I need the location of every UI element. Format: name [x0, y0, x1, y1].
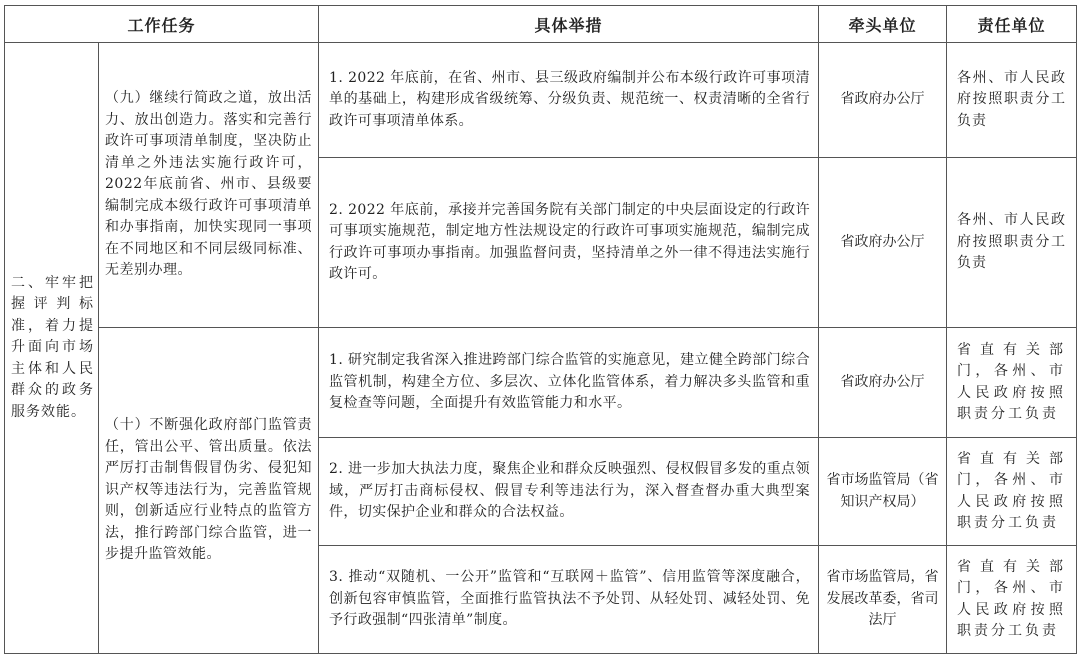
table-row — [5, 43, 1077, 158]
responsible-unit-cell: 省直有关部门，各州、市人民政府按照职责分工负责 — [947, 438, 1077, 546]
header-lead-unit: 牵头单位 — [819, 6, 947, 43]
header-task: 工作任务 — [5, 6, 319, 43]
category-cell: 二、牢牢把握评判标准，着力提升面向市场主体和人民群众的政务服务效能。 — [5, 43, 99, 654]
table-row — [5, 328, 1077, 438]
measure-cell: 1. 2022 年底前，在省、州市、县三级政府编制并公布本级行政许可事项清单的基础上，构建形成省级统筹、分级负责、规范统一、权责清晰的全省行政许可事项清单体系。 — [319, 43, 819, 158]
policy-table — [4, 5, 1077, 654]
table-header-row — [5, 6, 1077, 43]
header-responsible-unit: 责任单位 — [947, 6, 1077, 43]
measure-cell: 3. 推动“双随机、一公开”监管和“互联网＋监管”、信用监管等深度融合，创新包容审慎监管，全面推行监管执法不予处罚、从轻处罚、减轻处罚、免予行政强制“四张清单”制度。 — [319, 546, 819, 654]
responsible-unit-cell: 各州、市人民政府按照职责分工负责 — [947, 43, 1077, 158]
task-cell-9: （九）继续行简政之道，放出活力、放出创造力。落实和完善行政许可事项清单制度，坚决防止清单之外违法实施行政许可，2022年底前省、州市、县级要编制完成本级行政许可事项清单和办事指南，加快实现同一事项在不同地区和不同层级同标准、无差别办理。 — [99, 43, 319, 328]
lead-unit-cell: 省市场监管局，省发展改革委，省司法厅 — [819, 546, 947, 654]
responsible-unit-cell: 各州、市人民政府按照职责分工负责 — [947, 158, 1077, 328]
header-measure: 具体举措 — [319, 6, 819, 43]
measure-cell: 2. 2022 年底前，承接并完善国务院有关部门制定的中央层面设定的行政许可事项实施规范，制定地方性法规设定的行政许可事项实施规范，编制完成行政许可事项办事指南。加强监督问责，坚持清单之外一律不得违法实施行政许可。 — [319, 158, 819, 328]
lead-unit-cell: 省市场监管局（省知识产权局） — [819, 438, 947, 546]
measure-cell: 2. 进一步加大执法力度，聚焦企业和群众反映强烈、侵权假冒多发的重点领域，严厉打击商标侵权、假冒专利等违法行为，深入督查督办重大典型案件，切实保护企业和群众的合法权益。 — [319, 438, 819, 546]
task-cell-10: （十）不断强化政府部门监管责任，管出公平、管出质量。依法严厉打击制售假冒伪劣、侵犯知识产权等违法行为，完善监管规则，创新适应行业特点的监管方法，推行跨部门综合监管，进一步提升监管效能。 — [99, 328, 319, 654]
policy-table-page — [4, 5, 1076, 659]
responsible-unit-cell: 省直有关部门，各州、市人民政府按照职责分工负责 — [947, 328, 1077, 438]
lead-unit-cell: 省政府办公厅 — [819, 43, 947, 158]
lead-unit-cell: 省政府办公厅 — [819, 328, 947, 438]
lead-unit-cell: 省政府办公厅 — [819, 158, 947, 328]
measure-cell: 1. 研究制定我省深入推进跨部门综合监管的实施意见，建立健全跨部门综合监管机制，构建全方位、多层次、立体化监管体系，着力解决多头监管和重复检查等问题，全面提升有效监管能力和水平。 — [319, 328, 819, 438]
responsible-unit-cell: 省直有关部门，各州、市人民政府按照职责分工负责 — [947, 546, 1077, 654]
